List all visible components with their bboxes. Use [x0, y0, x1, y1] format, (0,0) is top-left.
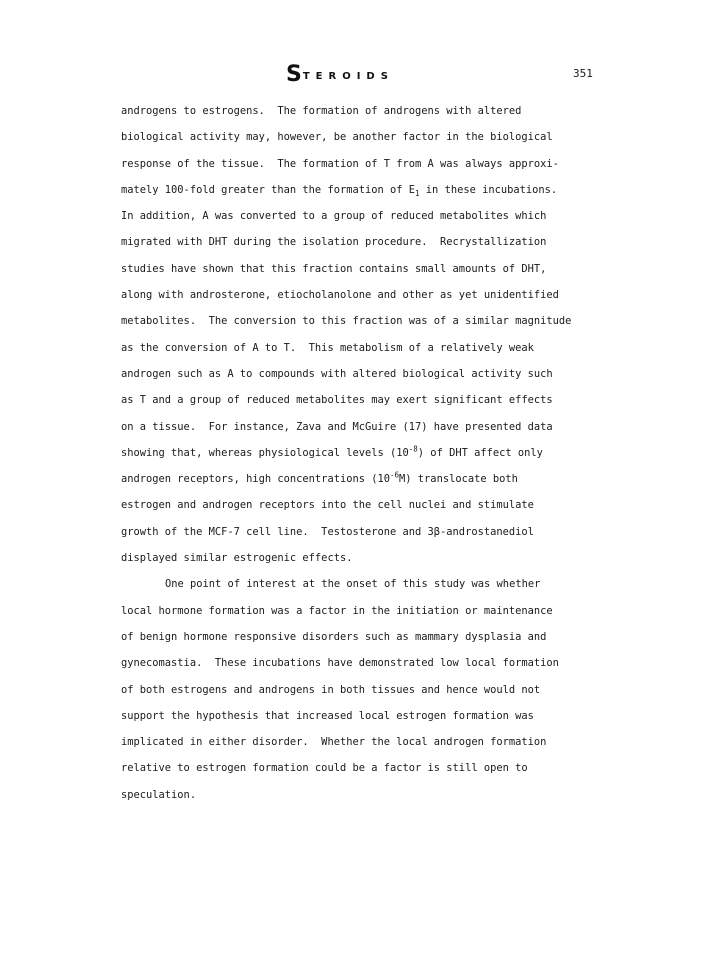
- journal-logo-rest: TEROIDS: [302, 71, 394, 82]
- text-line-17: growth of the MCF-7 cell line. Testosterone and 3β-androstanediol: [121, 525, 534, 538]
- text-line-2: biological activity may, however, be another factor in the biological: [121, 131, 553, 144]
- journal-logo-initial: S: [286, 62, 302, 87]
- page-number: 351: [573, 67, 593, 80]
- text-line-12: as T and a group of reduced metabolites may exert significant effects: [121, 394, 553, 407]
- text-line-23: of both estrogens and androgens in both tissues and hence would not: [121, 683, 541, 696]
- text-line-6: migrated with DHT during the isolation procedure. Recrystallization: [121, 236, 547, 249]
- text-line-15: [121, 466, 621, 492]
- text-line-13: on a tissue. For instance, Zava and McGuire (17) have presented data: [121, 420, 553, 433]
- text-line-8: along with androsterone, etiocholanolone and other as yet unidentified: [121, 289, 559, 302]
- text-line-15-post: M) translocate both: [399, 473, 518, 486]
- text-line-14-post: ) of DHT affect only: [417, 446, 543, 459]
- text-line-25: implicated in either disorder. Whether the local androgen formation: [121, 736, 547, 749]
- text-line-27: speculation.: [121, 788, 197, 801]
- text-line-10: as the conversion of A to T. This metabolism of a relatively weak: [121, 341, 534, 354]
- text-line-4-post: in these incubations.: [419, 183, 558, 196]
- text-line-20: local hormone formation was a factor in the initiation or maintenance: [121, 604, 553, 617]
- text-line-3: response of the tissue. The formation of T from A was always approxi-: [121, 157, 559, 170]
- body-text: [121, 98, 621, 808]
- journal-logo: [286, 62, 394, 87]
- text-line-22: gynecomastia. These incubations have demonstrated low local formation: [121, 657, 559, 670]
- text-line-18: displayed similar estrogenic effects.: [121, 552, 353, 565]
- text-line-9: metabolites. The conversion to this fraction was of a similar magnitude: [121, 315, 572, 328]
- text-line-15-pre: androgen receptors, high concentrations (10: [121, 473, 390, 486]
- text-line-4: [121, 177, 621, 203]
- text-line-7: studies have shown that this fraction contains small amounts of DHT,: [121, 262, 547, 275]
- text-line-16: estrogen and androgen receptors into the cell nuclei and stimulate: [121, 499, 534, 512]
- estrone-subscript: 1: [415, 188, 420, 198]
- text-line-21: of benign hormone responsive disorders such as mammary dysplasia and: [121, 630, 547, 643]
- exponent-superscript: -8: [408, 444, 418, 454]
- text-line-1: androgens to estrogens. The formation of androgens with altered: [121, 105, 522, 117]
- text-line-11: androgen such as A to compounds with altered biological activity such: [121, 367, 553, 380]
- text-line-19: One point of interest at the onset of this study was whether: [165, 578, 541, 591]
- page-header: [0, 62, 720, 87]
- text-line-26: relative to estrogen formation could be a factor is still open to: [121, 762, 528, 775]
- exponent-superscript: -6: [390, 470, 400, 480]
- text-line-24: support the hypothesis that increased local estrogen formation was: [121, 709, 534, 722]
- text-line-14-pre: showing that, whereas physiological levels (10: [121, 446, 409, 459]
- text-line-5: In addition, A was converted to a group of reduced metabolites which: [121, 210, 547, 223]
- text-line-14: [121, 440, 621, 466]
- text-line-4-pre: mately 100-fold greater than the formation of E: [121, 183, 416, 196]
